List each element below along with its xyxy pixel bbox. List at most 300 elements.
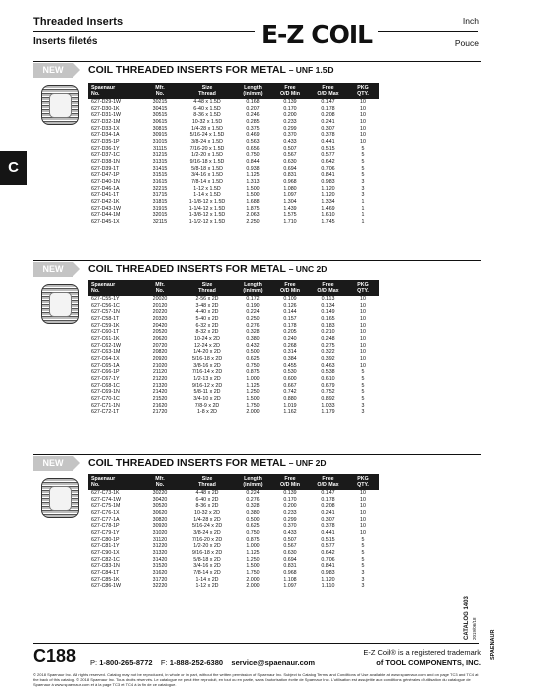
table-cell: 7/16-20 x 1.5D <box>189 145 225 152</box>
table-cell: 31415 <box>152 165 168 172</box>
table-row <box>88 563 379 570</box>
table-cell: 3 <box>361 409 365 416</box>
table-cell: 0.147 <box>321 99 335 105</box>
table-cell: 0.276 <box>246 322 260 329</box>
column-header: Free O/D Max <box>309 474 347 490</box>
section-header <box>33 454 481 471</box>
table-cell: 0.642 <box>321 549 335 556</box>
section-subtitle: – UNC 2D <box>288 264 328 274</box>
table-cell: 3 <box>361 583 365 590</box>
coil-insert-image <box>41 478 79 518</box>
email-link[interactable]: service@spaenaur.com <box>231 658 316 667</box>
column-header: Length (in/mm) <box>235 83 271 99</box>
table-row <box>88 510 379 517</box>
table-cell: 0.178 <box>321 105 335 112</box>
table-cell: 0.538 <box>321 369 335 376</box>
table-cell: 1.500 <box>246 395 260 402</box>
table-cell: 627-C81-1Y <box>91 543 120 550</box>
table-cell: 627-C61-1K <box>91 335 120 342</box>
column-header: Size Thread <box>179 83 235 99</box>
table-cell: 0.441 <box>321 138 335 145</box>
table-cell: 1.610 <box>321 212 335 219</box>
table-cell: 10-32 x 2D <box>194 509 220 516</box>
table-row <box>88 557 379 564</box>
table-row <box>88 112 379 119</box>
table-cell: 3/4-10 x 2D <box>193 395 221 402</box>
column-header: PKG QTY. <box>347 280 379 296</box>
table-cell: 0.752 <box>321 389 335 396</box>
table-cell: 0.694 <box>283 556 297 563</box>
table-cell: 0.205 <box>283 329 297 336</box>
table-cell: 2.000 <box>246 583 260 590</box>
section-title-text: COIL THREADED INSERTS FOR METAL <box>88 457 286 469</box>
table-cell: 0.656 <box>246 145 260 152</box>
table-cell: 31915 <box>152 205 168 212</box>
table-cell: 0.577 <box>321 543 335 550</box>
table-cell: 1.875 <box>246 205 260 212</box>
table-cell: 31420 <box>152 556 168 563</box>
table-row <box>88 296 379 303</box>
table-cell: 10 <box>360 362 366 369</box>
table-cell: 10 <box>360 315 366 322</box>
table-cell: 20420 <box>152 322 168 329</box>
table-row <box>88 159 379 166</box>
table-cell: 1.469 <box>321 205 335 212</box>
table-cell: 10 <box>360 132 366 139</box>
table-cell: 10 <box>360 490 366 496</box>
table-cell: 20620 <box>152 335 168 342</box>
trademark-line1: E-Z Coil® is a registered trademark <box>363 648 481 657</box>
table-cell: 30415 <box>152 105 168 112</box>
table-cell: 5/8-11 x 2D <box>193 389 221 396</box>
header-title-fr: Inserts filetés <box>33 36 98 47</box>
table-cell: 1.575 <box>283 212 297 219</box>
table-cell: 0.241 <box>321 509 335 516</box>
table-row <box>88 132 379 139</box>
table-row <box>88 323 379 330</box>
catalog-brand: SPAENAUR <box>490 629 496 660</box>
table-cell: 627-C85-1K <box>91 576 120 583</box>
table-row <box>88 497 379 504</box>
table-cell: 0.322 <box>321 349 335 356</box>
catalog-date: 2019/06/18 <box>472 617 477 640</box>
table-cell: 1/4-28 x 1.5D <box>191 125 223 132</box>
table-cell: 0.241 <box>321 118 335 125</box>
table-cell: 21420 <box>152 389 168 396</box>
table-cell: 21320 <box>152 382 168 389</box>
table-cell: 21620 <box>152 402 168 409</box>
table-row <box>88 316 379 323</box>
table-cell: 0.515 <box>321 145 335 152</box>
table-cell: 2.000 <box>246 576 260 583</box>
section-unf-2d <box>33 454 481 590</box>
table-cell: 0.938 <box>246 165 260 172</box>
table-cell: 1.500 <box>246 563 260 570</box>
column-header: Length (in/mm) <box>235 280 271 296</box>
table-row <box>88 383 379 390</box>
table-cell: 0.172 <box>246 296 260 302</box>
table-cell: 1.000 <box>246 543 260 550</box>
table-cell: 3/4-16 x 1.5D <box>191 172 223 179</box>
table-cell: 32215 <box>152 185 168 192</box>
table-cell: 5/8-18 x 1.5D <box>191 165 223 172</box>
column-header: Free O/D Max <box>309 280 347 296</box>
table-cell: 0.139 <box>283 99 297 105</box>
table-row <box>88 389 379 396</box>
contact-line <box>90 658 315 667</box>
table-row <box>88 219 379 226</box>
table-cell: 0.875 <box>246 536 260 543</box>
column-header: Mfr. No. <box>141 280 179 296</box>
table-row <box>88 530 379 537</box>
table-row <box>88 409 379 416</box>
table-cell: 1/2-13 x 2D <box>193 375 221 382</box>
table-cell: 10 <box>360 355 366 362</box>
table-cell: 0.642 <box>321 158 335 165</box>
table-row <box>88 212 379 219</box>
table-cell: 0.250 <box>246 315 260 322</box>
table-cell: 0.275 <box>321 342 335 349</box>
table-cell: 0.679 <box>321 382 335 389</box>
table-cell: 1.250 <box>246 389 260 396</box>
table-cell: 8-32 x 2D <box>195 329 219 336</box>
table-cell: 1 <box>361 205 365 212</box>
table-cell: 1.500 <box>246 185 260 192</box>
table-cell: 4-48 x 2D <box>195 490 219 496</box>
column-header: Free O/D Max <box>309 83 347 99</box>
column-header: Size Thread <box>179 474 235 490</box>
table-cell: 3 <box>361 178 365 185</box>
table-cell: 0.567 <box>283 543 297 550</box>
table-cell: 30615 <box>152 118 168 125</box>
table-cell: 627-C82-1C <box>91 556 120 563</box>
table-cell: 627-D44-1M <box>91 212 121 219</box>
section-subtitle: – UNF 2D <box>288 458 327 468</box>
table-cell: 31215 <box>152 152 168 159</box>
table-cell: 5 <box>361 556 365 563</box>
table-cell: 1.745 <box>321 218 335 225</box>
table-cell: 8-36 x 1.5D <box>193 112 221 119</box>
table-cell: 31320 <box>152 549 168 556</box>
table-cell: 0.455 <box>283 362 297 369</box>
table-cell: 9/16-18 x 2D <box>191 549 223 556</box>
table-cell: 0.742 <box>283 389 297 396</box>
table-cell: 0.831 <box>283 172 297 179</box>
table-cell: 1.120 <box>321 576 335 583</box>
table-cell: 6-40 x 1.5D <box>193 105 221 112</box>
section-unf-1-5d <box>33 61 481 225</box>
table-cell: 0.563 <box>246 138 260 145</box>
table-cell: 3 <box>361 402 365 409</box>
table-cell: 5/16-24 x 2D <box>191 523 223 530</box>
table-cell: 627-D29-1W <box>91 99 122 105</box>
coil-insert-image <box>41 85 79 125</box>
table-cell: 0.248 <box>321 335 335 342</box>
table-cell: 1.097 <box>283 192 297 199</box>
table-cell: 20120 <box>152 302 168 309</box>
table-row <box>88 172 379 179</box>
table-cell: 0.983 <box>321 178 335 185</box>
table-row <box>88 106 379 113</box>
fax-number: 1-888-252-6380 <box>169 658 224 667</box>
table-cell: 627-D43-1W <box>91 205 122 212</box>
table-cell: 1.688 <box>246 198 260 205</box>
table-cell: 4-48 x 1.5D <box>193 99 221 105</box>
table-cell: 31220 <box>152 543 168 550</box>
table-cell: 10 <box>360 516 366 523</box>
table-cell: 1.125 <box>246 172 260 179</box>
table-cell: 20020 <box>152 296 168 302</box>
table-cell: 627-C78-1P <box>91 523 120 530</box>
trademark-line2: of TOOL COMPONENTS, INC. <box>376 658 481 667</box>
table-cell: 1-1/4-12 x 1.5D <box>188 205 226 212</box>
table-cell: 30915 <box>152 132 168 139</box>
table-cell: 0.246 <box>246 112 260 119</box>
table-cell: 627-D47-1P <box>91 172 120 179</box>
table-cell: 0.630 <box>283 158 297 165</box>
table-cell: 10-32 x 1.5D <box>191 118 223 125</box>
table-cell: 4-40 x 2D <box>195 309 219 316</box>
new-badge: NEW <box>33 262 73 277</box>
column-header: Mfr. No. <box>141 474 179 490</box>
table-cell: 3/8-24 x 1.5D <box>191 138 223 145</box>
table-cell: 1.439 <box>283 205 297 212</box>
table-row <box>88 139 379 146</box>
table-cell: 10 <box>360 138 366 145</box>
column-header: Mfr. No. <box>141 83 179 99</box>
table-cell: 1.033 <box>321 402 335 409</box>
table-cell: 0.328 <box>246 503 260 510</box>
fax-label: F: <box>160 658 168 667</box>
section-unc-2d <box>33 260 481 416</box>
table-cell: 0.144 <box>283 309 297 316</box>
table-cell: 31315 <box>152 158 168 165</box>
table-cell: 2.250 <box>246 218 260 225</box>
table-cell: 0.299 <box>283 125 297 132</box>
table-cell: 31715 <box>152 192 168 199</box>
table-cell: 10 <box>360 112 366 119</box>
table-row <box>88 570 379 577</box>
table-cell: 0.233 <box>283 509 297 516</box>
table-row <box>88 146 379 153</box>
table-cell: 2-56 x 2D <box>195 296 219 302</box>
table-row <box>88 543 379 550</box>
table-cell: 627-C55-1Y <box>91 296 120 302</box>
table-cell: 627-D40-1N <box>91 178 120 185</box>
table-cell: 31520 <box>152 563 168 570</box>
table-cell: 1.500 <box>246 192 260 199</box>
table-row <box>88 166 379 173</box>
table-cell: 0.515 <box>321 536 335 543</box>
table-header-row <box>88 474 379 490</box>
table-cell: 9/16-12 x 2D <box>191 382 223 389</box>
table-cell: 627-C72-1T <box>91 409 120 416</box>
table-cell: 1.710 <box>283 218 297 225</box>
table-cell: 3-48 x 2D <box>195 302 219 309</box>
column-header: Spaenaur No. <box>88 474 141 490</box>
column-header: Spaenaur No. <box>88 280 141 296</box>
table-cell: 0.432 <box>246 342 260 349</box>
table-cell: 32220 <box>152 583 168 590</box>
column-header: Size Thread <box>179 280 235 296</box>
table-cell: 0.380 <box>246 509 260 516</box>
table-row <box>88 192 379 199</box>
table-row <box>88 199 379 206</box>
table-cell: 0.285 <box>246 118 260 125</box>
table-cell: 0.109 <box>283 296 297 302</box>
table-cell: 0.200 <box>283 503 297 510</box>
table-cell: 0.157 <box>283 315 297 322</box>
table-cell: 30215 <box>152 99 168 105</box>
table-cell: 627-C67-1Y <box>91 375 120 382</box>
table-cell: 0.233 <box>283 118 297 125</box>
table-cell: 10-24 x 2D <box>194 335 220 342</box>
table-row <box>88 356 379 363</box>
table-cell: 627-D41-1T <box>91 192 120 199</box>
table-cell: 0.147 <box>321 490 335 496</box>
unit-en: Inch <box>462 16 479 26</box>
table-cell: 5 <box>361 549 365 556</box>
table-cell: 10 <box>360 509 366 516</box>
table-cell: 0.370 <box>283 132 297 139</box>
table-cell: 0.463 <box>321 362 335 369</box>
table-cell: 1-3/8-12 x 1.5D <box>188 212 226 219</box>
table-cell: 10 <box>360 335 366 342</box>
phone-number[interactable]: 1-800-265-8772 <box>99 658 153 667</box>
table-row <box>88 583 379 590</box>
table-cell: 0.875 <box>246 369 260 376</box>
column-header: Free O/D Min <box>271 474 309 490</box>
section-subtitle: – UNF 1.5D <box>288 65 334 75</box>
table-cell: 1.019 <box>283 402 297 409</box>
table-cell: 5 <box>361 375 365 382</box>
table-cell: 0.207 <box>246 105 260 112</box>
table-cell: 1/4-28 x 2D <box>193 516 221 523</box>
table-cell: 627-C90-1X <box>91 549 120 556</box>
table-cell: 0.880 <box>283 395 297 402</box>
spec-table <box>88 280 379 416</box>
table-cell: 0.378 <box>321 132 335 139</box>
table-cell: 1.334 <box>321 198 335 205</box>
table-cell: 3/8-24 x 2D <box>193 529 221 536</box>
table-cell: 21120 <box>152 369 168 376</box>
table-cell: 0.694 <box>283 165 297 172</box>
coil-insert-image <box>41 284 79 324</box>
ez-coil-logo: E-Z COIL <box>255 22 378 48</box>
table-cell: 0.507 <box>283 145 297 152</box>
table-cell: 627-C79-1Y <box>91 529 120 536</box>
table-cell: 0.178 <box>283 322 297 329</box>
table-row <box>88 349 379 356</box>
table-cell: 30815 <box>152 125 168 132</box>
table-cell: 20220 <box>152 309 168 316</box>
table-row <box>88 179 379 186</box>
table-cell: 30420 <box>152 496 168 503</box>
table-cell: 0.375 <box>246 125 260 132</box>
table-cell: 21520 <box>152 395 168 402</box>
table-cell: 30515 <box>152 112 168 119</box>
table-cell: 20520 <box>152 329 168 336</box>
column-header: Free O/D Min <box>271 83 309 99</box>
footer-rule <box>33 643 479 644</box>
table-row <box>88 206 379 213</box>
table-cell: 627-D38-1N <box>91 158 120 165</box>
table-cell: 31115 <box>153 145 167 152</box>
table-cell: 5 <box>361 543 365 550</box>
section-title <box>88 457 326 469</box>
table-cell: 3 <box>361 576 365 583</box>
catalog-label: CATALOG 1403 <box>464 596 470 640</box>
table-cell: 627-C58-1T <box>91 315 120 322</box>
table-cell: 627-D46-1A <box>91 185 120 192</box>
table-cell: 5 <box>361 158 365 165</box>
table-cell: 0.500 <box>246 516 260 523</box>
table-cell: 0.224 <box>246 309 260 316</box>
table-cell: 1.750 <box>246 569 260 576</box>
table-cell: 7/16-14 x 2D <box>191 369 223 376</box>
table-cell: 20320 <box>152 315 168 322</box>
table-cell: 10 <box>360 529 366 536</box>
table-cell: 3/8-16 x 2D <box>193 362 221 369</box>
table-cell: 31120 <box>152 536 168 543</box>
table-cell: 0.892 <box>321 395 335 402</box>
table-cell: 627-C63-1M <box>91 349 121 356</box>
table-cell: 0.667 <box>283 382 297 389</box>
table-cell: 1 <box>361 212 365 219</box>
table-cell: 627-D35-1P <box>91 138 120 145</box>
table-row <box>88 99 379 106</box>
table-cell: 0.469 <box>246 132 260 139</box>
table-cell: 31620 <box>152 569 168 576</box>
table-cell: 3/4-16 x 2D <box>193 563 221 570</box>
table-cell: 21220 <box>152 375 168 382</box>
table-cell: 0.139 <box>283 490 297 496</box>
table-cell: 627-C71-1N <box>91 402 120 409</box>
spec-table <box>88 474 379 590</box>
table-cell: 627-C68-1C <box>91 382 120 389</box>
table-cell: 0.600 <box>283 375 297 382</box>
table-cell: 7/8-14 x 1.5D <box>191 178 223 185</box>
phone-label: P: <box>90 658 98 667</box>
section-title-text: COIL THREADED INSERTS FOR METAL <box>88 64 286 76</box>
table-cell: 0.268 <box>283 342 297 349</box>
new-badge: NEW <box>33 63 73 78</box>
table-row <box>88 403 379 410</box>
table-cell: 1.179 <box>321 409 335 416</box>
table-cell: 10 <box>360 296 366 302</box>
table-cell: 1-1/2-12 x 1.5D <box>188 218 226 225</box>
table-cell: 0.200 <box>283 112 297 119</box>
table-cell: 7/16-20 x 2D <box>191 536 223 543</box>
column-header: Free O/D Min <box>271 280 309 296</box>
table-cell: 10 <box>360 322 366 329</box>
table-cell: 1.120 <box>321 192 335 199</box>
table-cell: 31720 <box>152 576 168 583</box>
table-cell: 20920 <box>152 355 168 362</box>
table-cell: 0.610 <box>321 375 335 382</box>
table-cell: 9/16-18 x 1.5D <box>189 158 225 165</box>
table-cell: 1 <box>361 218 365 225</box>
table-cell: 10 <box>360 99 366 105</box>
table-row <box>88 490 379 497</box>
table-cell: 0.224 <box>246 490 260 496</box>
table-cell: 30220 <box>152 490 168 496</box>
table-row <box>88 186 379 193</box>
table-cell: 0.113 <box>321 296 335 302</box>
table-row <box>88 363 379 370</box>
table-cell: 0.307 <box>321 125 335 132</box>
table-cell: 10 <box>360 125 366 132</box>
